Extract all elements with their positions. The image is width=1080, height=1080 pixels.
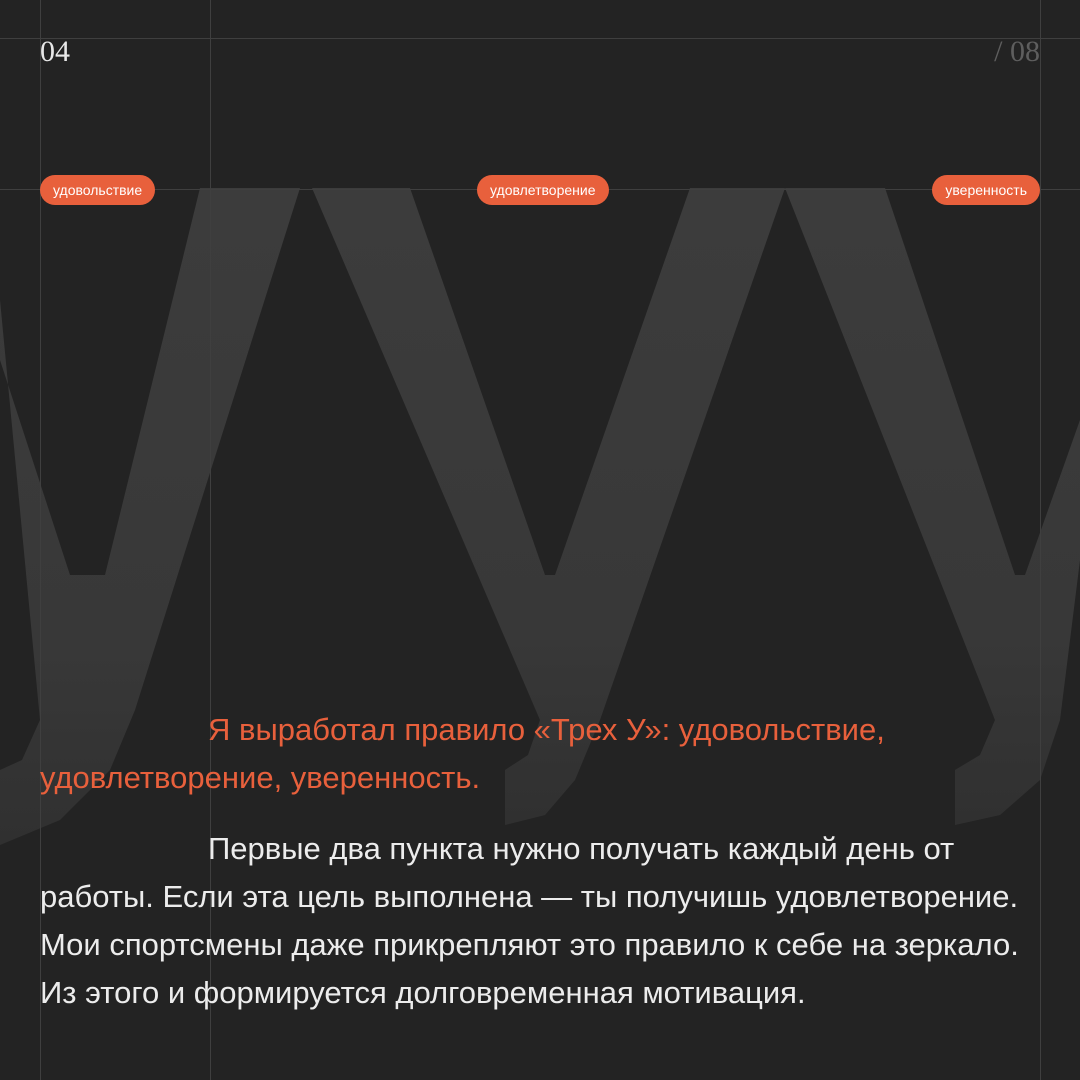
tag-confidence: уверенность bbox=[932, 175, 1040, 205]
body-paragraph: Первые два пункта нужно получать каждый день от работы. Если эта цель выполнена — ты получишь удовлетворение. Мои спортсмены даже прикрепляют это правило к себе на зеркало. Из этого и формируется долговременная мотивация. bbox=[40, 831, 1019, 1010]
page-number-current: 04 bbox=[40, 35, 70, 68]
tag-satisfaction: удовлетворение bbox=[477, 175, 609, 205]
highlight-quote: Я выработал правило «Трех У»: удовольствие, удовлетворение, уверенность. bbox=[40, 712, 885, 795]
tag-pleasure: удовольствие bbox=[40, 175, 155, 205]
page-number-total: / 08 bbox=[994, 35, 1040, 68]
guide-line-top bbox=[0, 38, 1080, 39]
